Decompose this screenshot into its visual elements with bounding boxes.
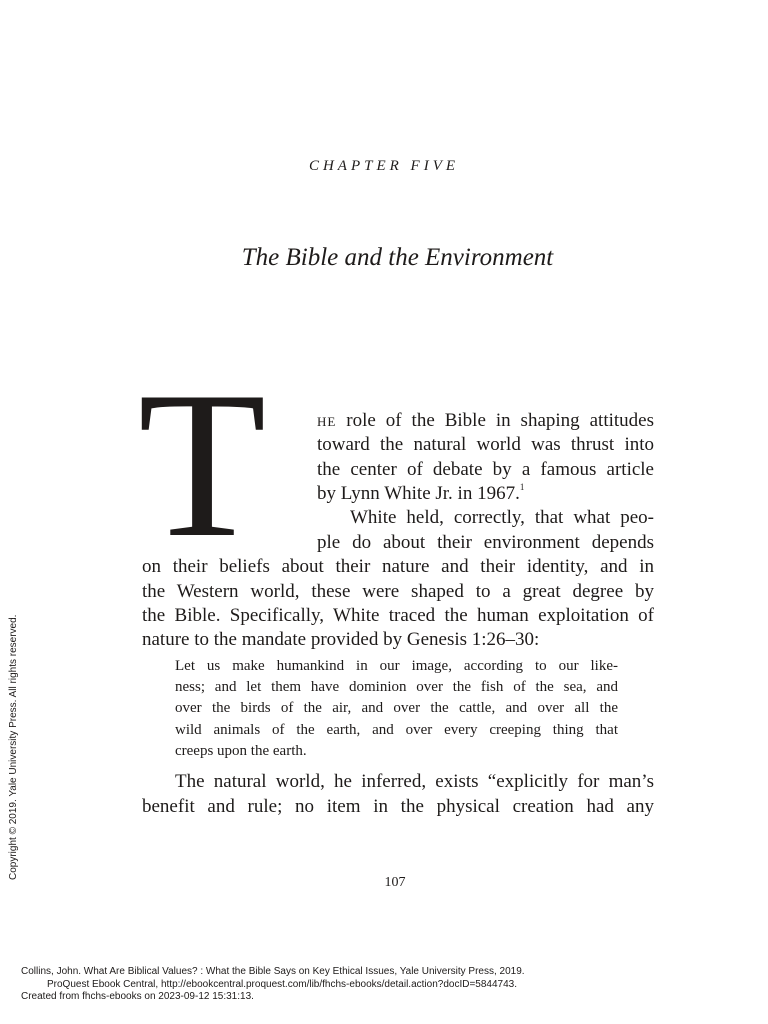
footer-line: ProQuest Ebook Central, http://ebookcentral.proquest.com/lib/fhchs-ebooks/detail.action?docID=5844743. — [47, 978, 518, 990]
quote-line: creeps upon the earth. — [175, 742, 307, 759]
footer-line: Collins, John. What Are Biblical Values? : What the Bible Says on Key Ethical Issues, Yale University Press, 2019. — [21, 966, 525, 977]
text-span: by Lynn White Jr. in 1967. — [317, 483, 520, 504]
text-line — [317, 409, 654, 433]
quote-line: ness; and let them have dominion over the fish of the sea, and — [175, 679, 618, 696]
page-number: 107 — [384, 875, 406, 890]
text-line: the Bible. Specifically, White traced the human exploitation of — [142, 605, 654, 626]
quote-line: wild animals of the earth, and over every creeping thing that — [175, 721, 618, 738]
text-line: the center of debate by a famous article — [317, 459, 654, 480]
text-line: toward the natural world was thrust into — [317, 434, 654, 455]
quote-line: Let us make humankind in our image, according to our like- — [175, 658, 618, 674]
text-line: benefit and rule; no item in the physical creation had any — [142, 796, 654, 817]
text-line: White held, correctly, that what peo- — [350, 507, 654, 528]
small-caps-lead: he — [317, 410, 337, 431]
side-copyright-notice: Copyright © 2019. Yale University Press. All rights reserved. — [8, 614, 19, 880]
text-line: nature to the mandate provided by Genesis 1:26–30: — [142, 629, 540, 650]
chapter-title: The Bible and the Environment — [241, 244, 554, 271]
text-line: The natural world, he inferred, exists “explicitly for man’s — [175, 771, 654, 792]
text-line: on their beliefs about their nature and their identity, and in — [142, 556, 654, 577]
text-line: ple do about their environment depends — [317, 532, 654, 553]
block-quote — [175, 656, 618, 762]
text-span: role of the Bible in shaping attitudes — [336, 410, 654, 431]
drop-cap: T — [138, 349, 267, 581]
footer-line: Created from fhchs-ebooks on 2023-09-12 15:31:13. — [21, 991, 254, 1002]
text-line: the Western world, these were shaped to a great degree by — [142, 581, 654, 602]
footnote-ref: 1 — [519, 482, 525, 492]
citation-footer — [21, 966, 525, 1004]
quote-line: over the birds of the air, and over the cattle, and over all the — [175, 700, 618, 717]
text-line — [317, 482, 524, 506]
chapter-label: CHAPTER FIVE — [308, 158, 460, 174]
